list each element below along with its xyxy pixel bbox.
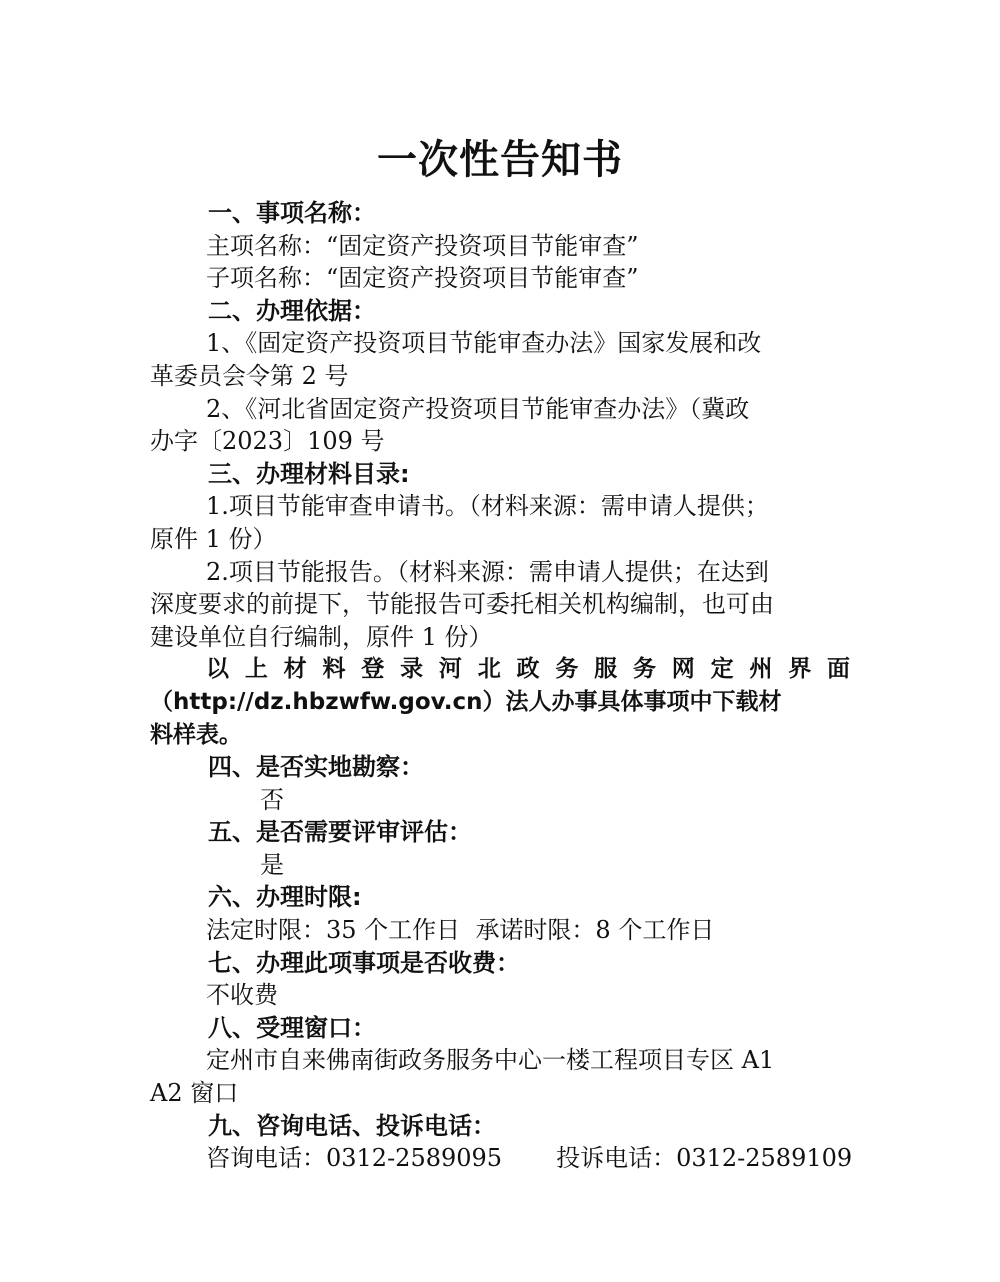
- material-2-line-1: 2.项目节能报告。（材料来源：需申请人提供；在达到: [206, 557, 769, 586]
- basis-1-line-1: 1、《固定资产投资项目节能审查办法》国家发展和改: [206, 329, 762, 358]
- legal-time-limit: 法定时限：35 个工作日: [206, 916, 461, 945]
- consult-phone: 咨询电话：0312-2589095: [206, 1144, 503, 1173]
- materials-note-line-3: 料样表。: [150, 721, 242, 748]
- document-body: [150, 197, 853, 1175]
- basis-1-line-2: 革委员会令第 2 号: [150, 361, 349, 390]
- section-heading-review: 五、是否需要评审评估：: [208, 818, 472, 847]
- section-heading-materials: 三、办理材料目录:: [208, 459, 410, 488]
- window-line-1: 定州市自来佛南街政务服务中心一楼工程项目专区 A1: [206, 1046, 775, 1075]
- section-heading-basis: 二、办理依据：: [208, 296, 376, 325]
- complaint-phone: 投诉电话：0312-2589109: [556, 1144, 853, 1173]
- time-limit-line: [150, 914, 850, 947]
- phones-line: [150, 1142, 853, 1175]
- section-heading-fee: 七、办理此项事项是否收费：: [208, 948, 520, 977]
- section-heading-site-inspection: 四、是否实地勘察：: [208, 753, 424, 782]
- promised-time-limit: 承诺时限：8 个工作日: [475, 916, 715, 945]
- window-line-2: A2 窗口: [150, 1079, 239, 1108]
- main-item-name: 主项名称：“固定资产投资项目节能审查”: [206, 231, 639, 260]
- basis-2-line-1: 2、《河北省固定资产投资项目节能审查办法》（冀政: [206, 394, 750, 423]
- material-1-line-2: 原件 1 份）: [150, 524, 277, 553]
- section-heading-phones: 九、咨询电话、投诉电话：: [208, 1111, 496, 1140]
- section-heading-item-name: 一、事项名称：: [208, 199, 376, 227]
- section-heading-time-limit: 六、办理时限:: [208, 883, 362, 912]
- basis-2-line-2: 办字〔2023〕109 号: [150, 427, 385, 456]
- material-2-line-3: 建设单位自行编制，原件 1 份）: [150, 622, 493, 651]
- site-inspection-value: 否: [260, 785, 284, 814]
- material-2-line-2: 深度要求的前提下，节能报告可委托相关机构编制，也可由: [150, 590, 774, 619]
- sub-item-name: 子项名称：“固定资产投资项目节能审查”: [206, 264, 639, 293]
- fee-value: 不收费: [206, 981, 278, 1010]
- section-heading-window: 八、受理窗口：: [208, 1013, 376, 1042]
- materials-note-line-2: （http://dz.hbzwfw.gov.cn）法人办事具体事项中下载材: [150, 688, 782, 715]
- material-1-line-1: 1.项目节能审查申请书。（材料来源：需申请人提供；: [206, 492, 769, 521]
- document-title: 一次性告知书: [377, 136, 623, 183]
- materials-note-line-1: 以上材料登录河北政务服务网定州界面: [206, 656, 850, 683]
- review-value: 是: [260, 850, 284, 879]
